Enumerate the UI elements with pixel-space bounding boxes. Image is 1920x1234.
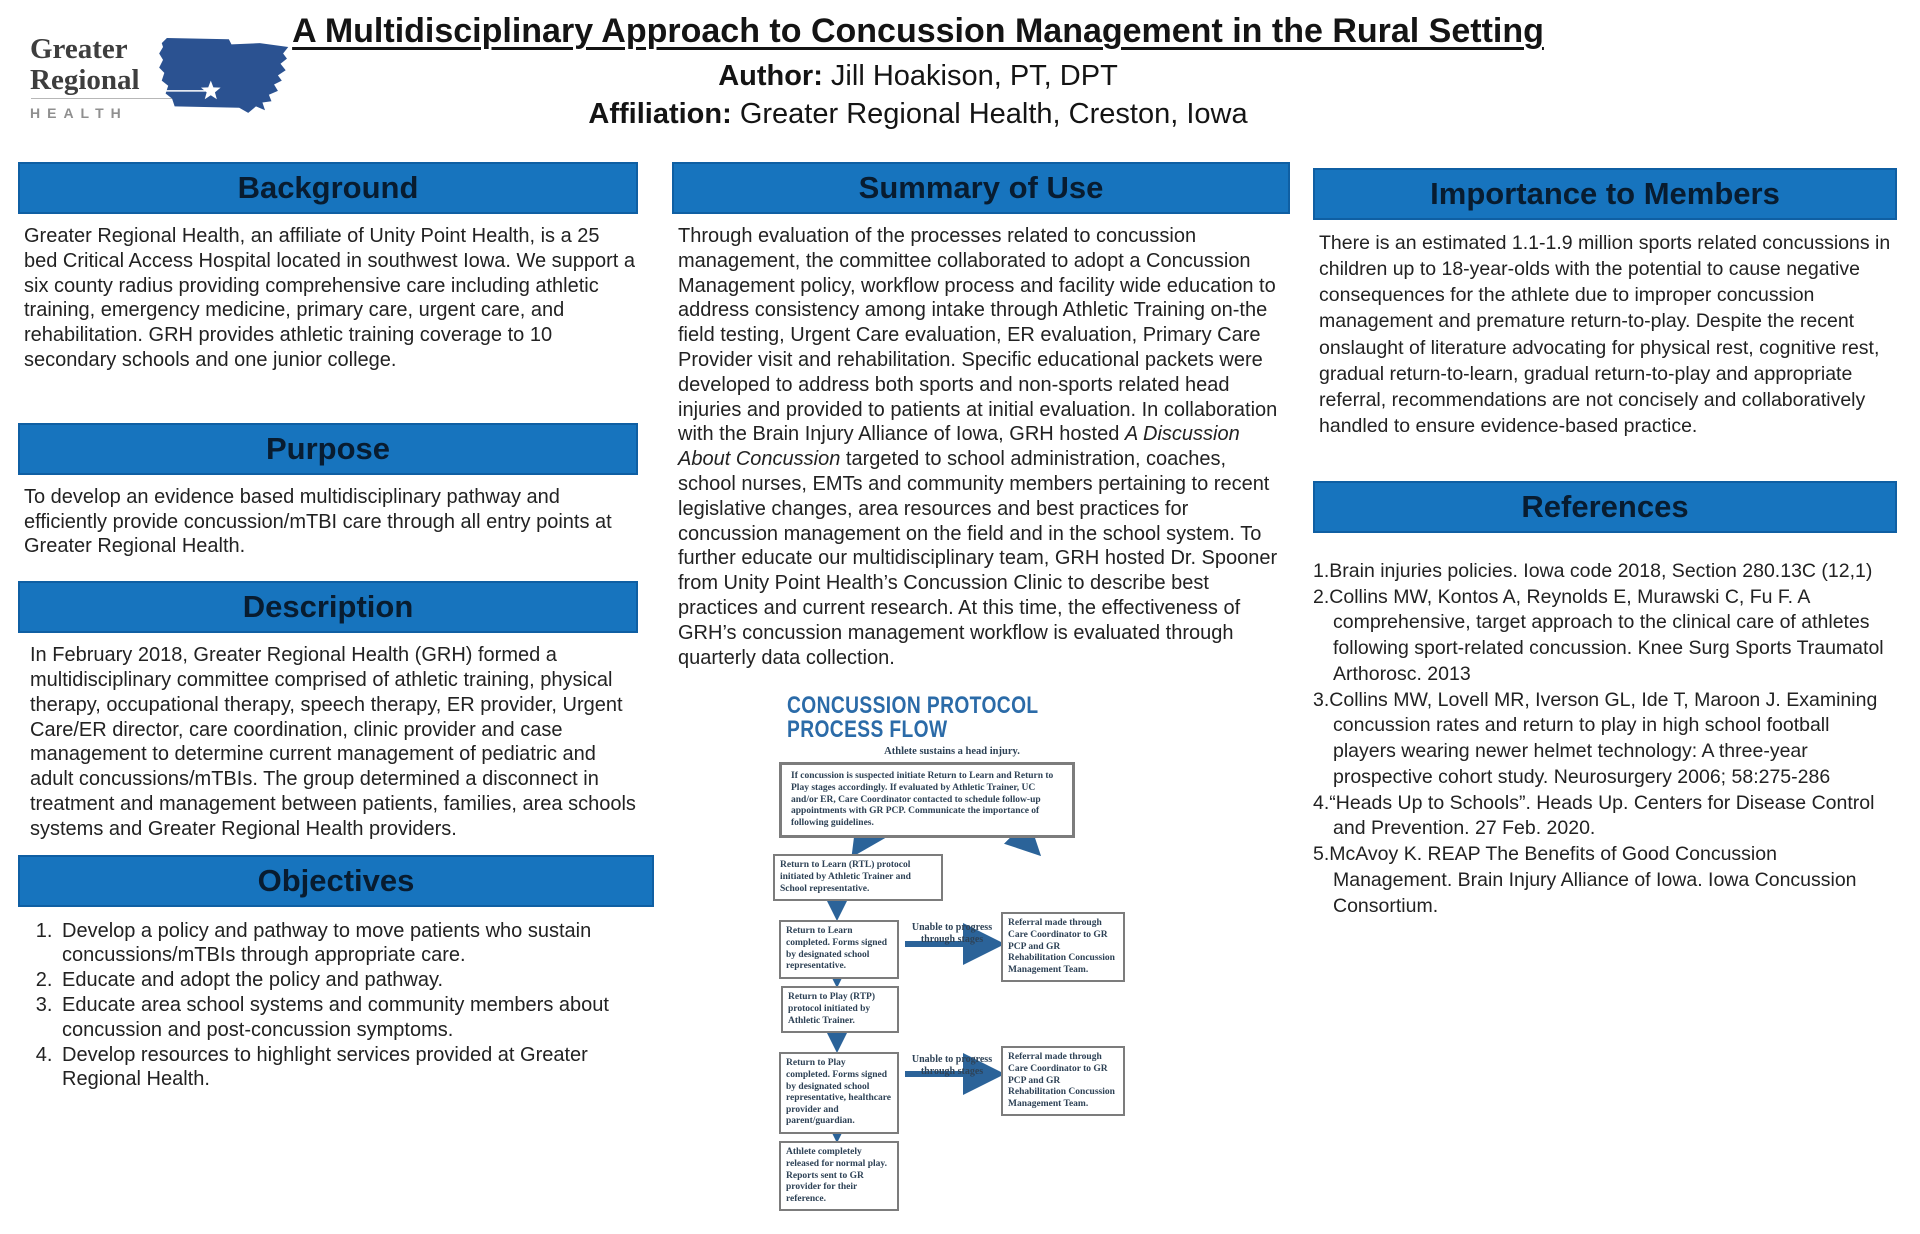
right-column <box>1313 168 1897 919</box>
flow-unable-label-2: Unable to progress through stages <box>911 1054 993 1078</box>
purpose-text: To develop an evidence based multidisciplinary pathway and efficiently provide concussion/mTBI care through all entry points at Greater Regional Health. <box>24 485 612 558</box>
objective-item: 1. Develop a policy and pathway to move patients who sustain concussions/mTBIs through appropriate care. <box>58 919 638 969</box>
summary-text-part2: targeted to school administration, coaches, school nurses, EMTs and community members pertaining to recent legislative changes, area resources and best practices for concussion management on the field and in the school system. To further educate our multidisciplinary team, GRH hosted Dr. Spooner from Unity Point Health’s Concussion Clinic to describe best practices and current research. At this time, the effectiveness of GRH’s concussion management workflow is evaluated through quarterly data collection. <box>678 448 1278 669</box>
summary-section-header: Summary of Use <box>672 162 1290 214</box>
left-column <box>18 162 638 1092</box>
middle-column <box>672 162 1290 1204</box>
affiliation-label: Affiliation: <box>588 98 732 130</box>
affiliation-value: Greater Regional Health, Creston, Iowa <box>731 98 1248 130</box>
concussion-protocol-flowchart <box>771 694 1133 1204</box>
reference-item: Collins MW, Kontos A, Reynolds E, Murawski C, Fu F. A comprehensive, target approach to the clinical care of athletes following sport-related concussion. Knee Surg Sports Traumatol Arthorosc. 2013 <box>1329 585 1884 685</box>
flow-referral-box-1: Referral made through Care Coordinator to GR PCP and GR Rehabilitation Concussion Management Team. <box>1001 912 1125 982</box>
flow-rtp-completed-box: Return to Play completed. Forms signed by designated school representative, healthcare provider and parent/guardian. <box>779 1052 899 1133</box>
objective-item: 3. Educate area school systems and community members about concussion and post-concussion symptoms. <box>58 993 638 1043</box>
flow-rtl-box: Return to Learn (RTL) protocol initiated by Athletic Trainer and School representative. <box>773 854 943 901</box>
objectives-section-header: Objectives <box>18 855 654 907</box>
flow-referral-box-2: Referral made through Care Coordinator to GR PCP and GR Rehabilitation Concussion Management Team. <box>1001 1046 1125 1116</box>
author-value: Jill Hoakison, PT, DPT <box>822 60 1118 92</box>
poster-header <box>0 12 1836 131</box>
poster-title: A Multidisciplinary Approach to Concussion Management in the Rural Setting <box>292 12 1544 50</box>
purpose-section-header: Purpose <box>18 423 638 475</box>
reference-item: “Heads Up to Schools”. Heads Up. Centers for Disease Control and Prevention. 27 Feb. 2020. <box>1329 791 1875 840</box>
affiliation-line <box>0 98 1836 131</box>
logo-word-greater: Greater <box>30 33 128 65</box>
flowchart-title-line1: CONCUSSION PROTOCOL <box>787 692 1039 720</box>
description-text: In February 2018, Greater Regional Health (GRH) formed a multidisciplinary committee comprised of athletic training, physical therapy, occupational therapy, speech therapy, ER provider, Urgent Care/ER director, care coordination, clinic provider and case management to determine current management of pediatric and adult concussions/mTBIs. The group determined a disconnect in treatment and management between patients, families, area schools systems and Greater Regional Health providers. <box>30 644 636 840</box>
description-section-header: Description <box>18 581 638 633</box>
author-label: Author: <box>718 60 823 92</box>
summary-text-italic-title: A Discussion About Concussion <box>678 423 1240 471</box>
author-line <box>0 60 1836 93</box>
flow-intro-box: If concussion is suspected initiate Return to Learn and Return to Play stages accordingly. If evaluated by Athletic Trainer, UC and/or ER, Care Coordinator contacted to schedule follow-up appointments with GR PCP. Communicate the importance of following guidelines. <box>779 762 1075 838</box>
reference-item: Brain injuries policies. Iowa code 2018, Section 280.13C (12,1) <box>1329 560 1873 582</box>
objective-item: 4. Develop resources to highlight services provided at Greater Regional Health. <box>58 1043 638 1093</box>
flow-rtp-box: Return to Play (RTP) protocol initiated by Athletic Trainer. <box>781 986 899 1033</box>
reference-item: McAvoy K. REAP The Benefits of Good Concussion Management. Brain Injury Alliance of Iowa. Iowa Concussion Consortium. <box>1329 843 1857 917</box>
logo-word-regional: Regional <box>30 63 140 96</box>
summary-text-part1: Through evaluation of the processes related to concussion management, the committee collaborated to adopt a Concussion Management policy, workflow process and facility wide education to address consistency among intake through Athletic Training on-the field testing, Urgent Care evaluation, ER evaluation, Primary Care Provider visit and rehabilitation. Specific educational packets were developed to address both sports and non-sports related head injuries and provided to patients at initial evaluation. In collaboration with the Brain Injury Alliance of Iowa, GRH hosted <box>678 225 1278 446</box>
objectives-list <box>18 919 638 1093</box>
background-section-header: Background <box>18 162 638 214</box>
flow-start-text: Athlete sustains a head injury. <box>884 746 1020 758</box>
flow-rtl-completed-box: Return to Learn completed. Forms signed by designated school representative. <box>779 920 899 978</box>
reference-item: Collins MW, Lovell MR, Iverson GL, Ide T, Maroon J. Examining concussion rates and return to play in high school football players wearing newer helmet technology: A three-year prospective cohort study. Neurosurgery 2006; 58:275-286 <box>1329 688 1878 788</box>
objective-item: 2. Educate and adopt the policy and pathway. <box>58 968 638 993</box>
summary-text <box>678 224 1288 670</box>
references-section-header: References <box>1313 481 1897 533</box>
flow-unable-label-1: Unable to progress through stages <box>911 922 993 946</box>
logo-word-health: HEALTH <box>30 105 128 122</box>
references-list <box>1313 559 1897 919</box>
background-text: Greater Regional Health, an affiliate of Unity Point Health, is a 25 bed Critical Access Hospital located in southwest Iowa. We support a six county radius providing comprehensive care including athletic training, emergency medicine, primary care, urgent care, and rehabilitation. GRH provides athletic training coverage to 10 secondary schools and one junior college. <box>24 225 636 371</box>
importance-section-header: Importance to Members <box>1313 168 1897 220</box>
flow-released-box: Athlete completely released for normal play. Reports sent to GR provider for their reference. <box>779 1141 899 1211</box>
flowchart-title-line2: PROCESS FLOW <box>787 716 948 744</box>
importance-text: There is an estimated 1.1-1.9 million sports related concussions in children up to 18-year-olds with the potential to cause negative consequences for the athlete due to improper concussion management and premature return-to-play. Despite the recent onslaught of literature advocating for physical rest, cognitive rest, gradual return-to-learn, gradual return-to-play and appropriate referral, recommendations are not concisely and collaboratively handled to ensure evidence-based practice. <box>1319 232 1891 437</box>
